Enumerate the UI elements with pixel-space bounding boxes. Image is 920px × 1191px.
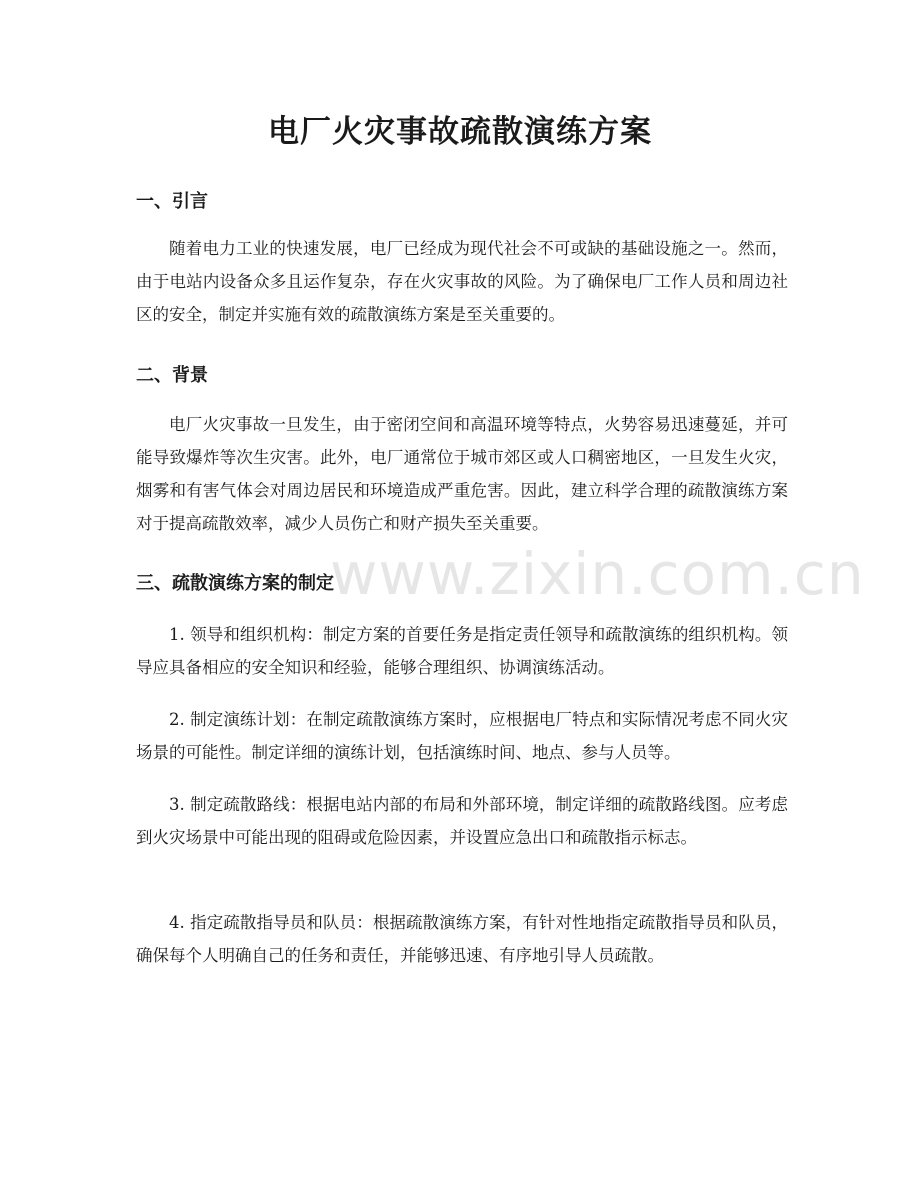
paragraph-background: 电厂火灾事故一旦发生，由于密闭空间和高温环境等特点，火势容易迅速蔓延，并可能导致爆炸等次生灾害。此外，电厂通常位于城市郊区或人口稠密地区，一旦发生火灾，烟雾和有害气体会对周边居民和环境造成严重危害。因此，建立科学合理的疏散演练方案对于提高疏散效率，减少人员伤亡和财产损失至关重要。	[136, 415, 788, 533]
paragraph-plan-item-4: 4. 指定疏散指导员和队员：根据疏散演练方案，有针对性地指定疏散指导员和队员，确保每个人明确自己的任务和责任，并能够迅速、有序地引导人员疏散。	[136, 913, 788, 965]
section-heading-plan: 三、疏散演练方案的制定	[136, 573, 334, 594]
document-title: 电厂火灾事故疏散演练方案	[268, 114, 652, 150]
paragraph-introduction: 随着电力工业的快速发展，电厂已经成为现代社会不可或缺的基础设施之一。然而，由于电站内设备众多且运作复杂，存在火灾事故的风险。为了确保电厂工作人员和周边社区的安全，制定并实施有效的疏散演练方案是至关重要的。	[136, 239, 788, 324]
paragraph-plan-item-1: 1. 领导和组织机构：制定方案的首要任务是指定责任领导和疏散演练的组织机构。领导应具备相应的安全知识和经验，能够合理组织、协调演练活动。	[136, 625, 788, 677]
paragraph-plan-item-3: 3. 制定疏散路线：根据电站内部的布局和外部环境，制定详细的疏散路线图。应考虑到火灾场景中可能出现的阻碍或危险因素，并设置应急出口和疏散指示标志。	[136, 795, 788, 847]
section-heading-introduction: 一、引言	[136, 191, 208, 212]
section-heading-background: 二、背景	[136, 365, 208, 386]
watermark: www.zixin.com.cn	[330, 540, 865, 608]
paragraph-plan-item-2: 2. 制定演练计划：在制定疏散演练方案时，应根据电厂特点和实际情况考虑不同火灾场景的可能性。制定详细的演练计划，包括演练时间、地点、参与人员等。	[136, 710, 788, 762]
